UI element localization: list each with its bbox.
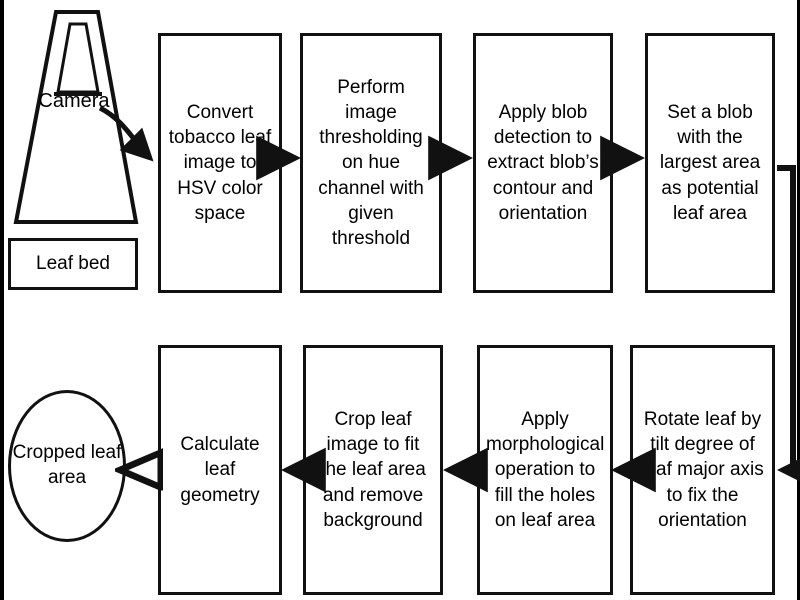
step-box-largest-blob[interactable]	[645, 33, 775, 293]
step-box-rotate-leaf[interactable]	[630, 345, 775, 595]
step-box-crop-leaf[interactable]	[303, 345, 443, 595]
arrow-largest-to-rotate	[777, 168, 793, 470]
leaf-bed-label: Leaf bed	[36, 253, 110, 274]
step-label-calculate-geometry: Calculate leaf geometry	[180, 434, 260, 506]
output-label: Cropped leaf area	[12, 442, 122, 488]
step-label-threshold: Perform image thresholding on hue channel with given threshold	[318, 77, 424, 249]
step-box-blob-detection[interactable]	[473, 33, 613, 293]
camera-label: Camera	[38, 90, 110, 112]
step-box-convert[interactable]	[158, 33, 282, 293]
step-box-morphological[interactable]	[477, 345, 613, 595]
step-box-calculate-geometry[interactable]	[158, 345, 282, 595]
leaf-bed-box	[8, 238, 138, 290]
step-box-threshold[interactable]	[300, 33, 442, 293]
step-label-rotate-leaf: Rotate leaf by tilt degree of leaf major axis to fix the orientation	[641, 409, 764, 531]
step-label-largest-blob: Set a blob with the largest area as potential leaf area	[659, 102, 761, 224]
step-label-blob-detection: Apply blob detection to extract blob’s contour and orientation	[487, 102, 599, 224]
step-label-crop-leaf: Crop leaf image to fit the leaf area and remove background	[320, 409, 426, 531]
output-cropped-leaf-area	[8, 390, 126, 542]
step-label-morphological: Apply morphological operation to fill the holes on leaf area	[486, 409, 605, 531]
camera-trapezoid-icon	[10, 8, 140, 226]
step-label-convert: Convert tobacco leaf image to HSV color space	[168, 102, 272, 224]
